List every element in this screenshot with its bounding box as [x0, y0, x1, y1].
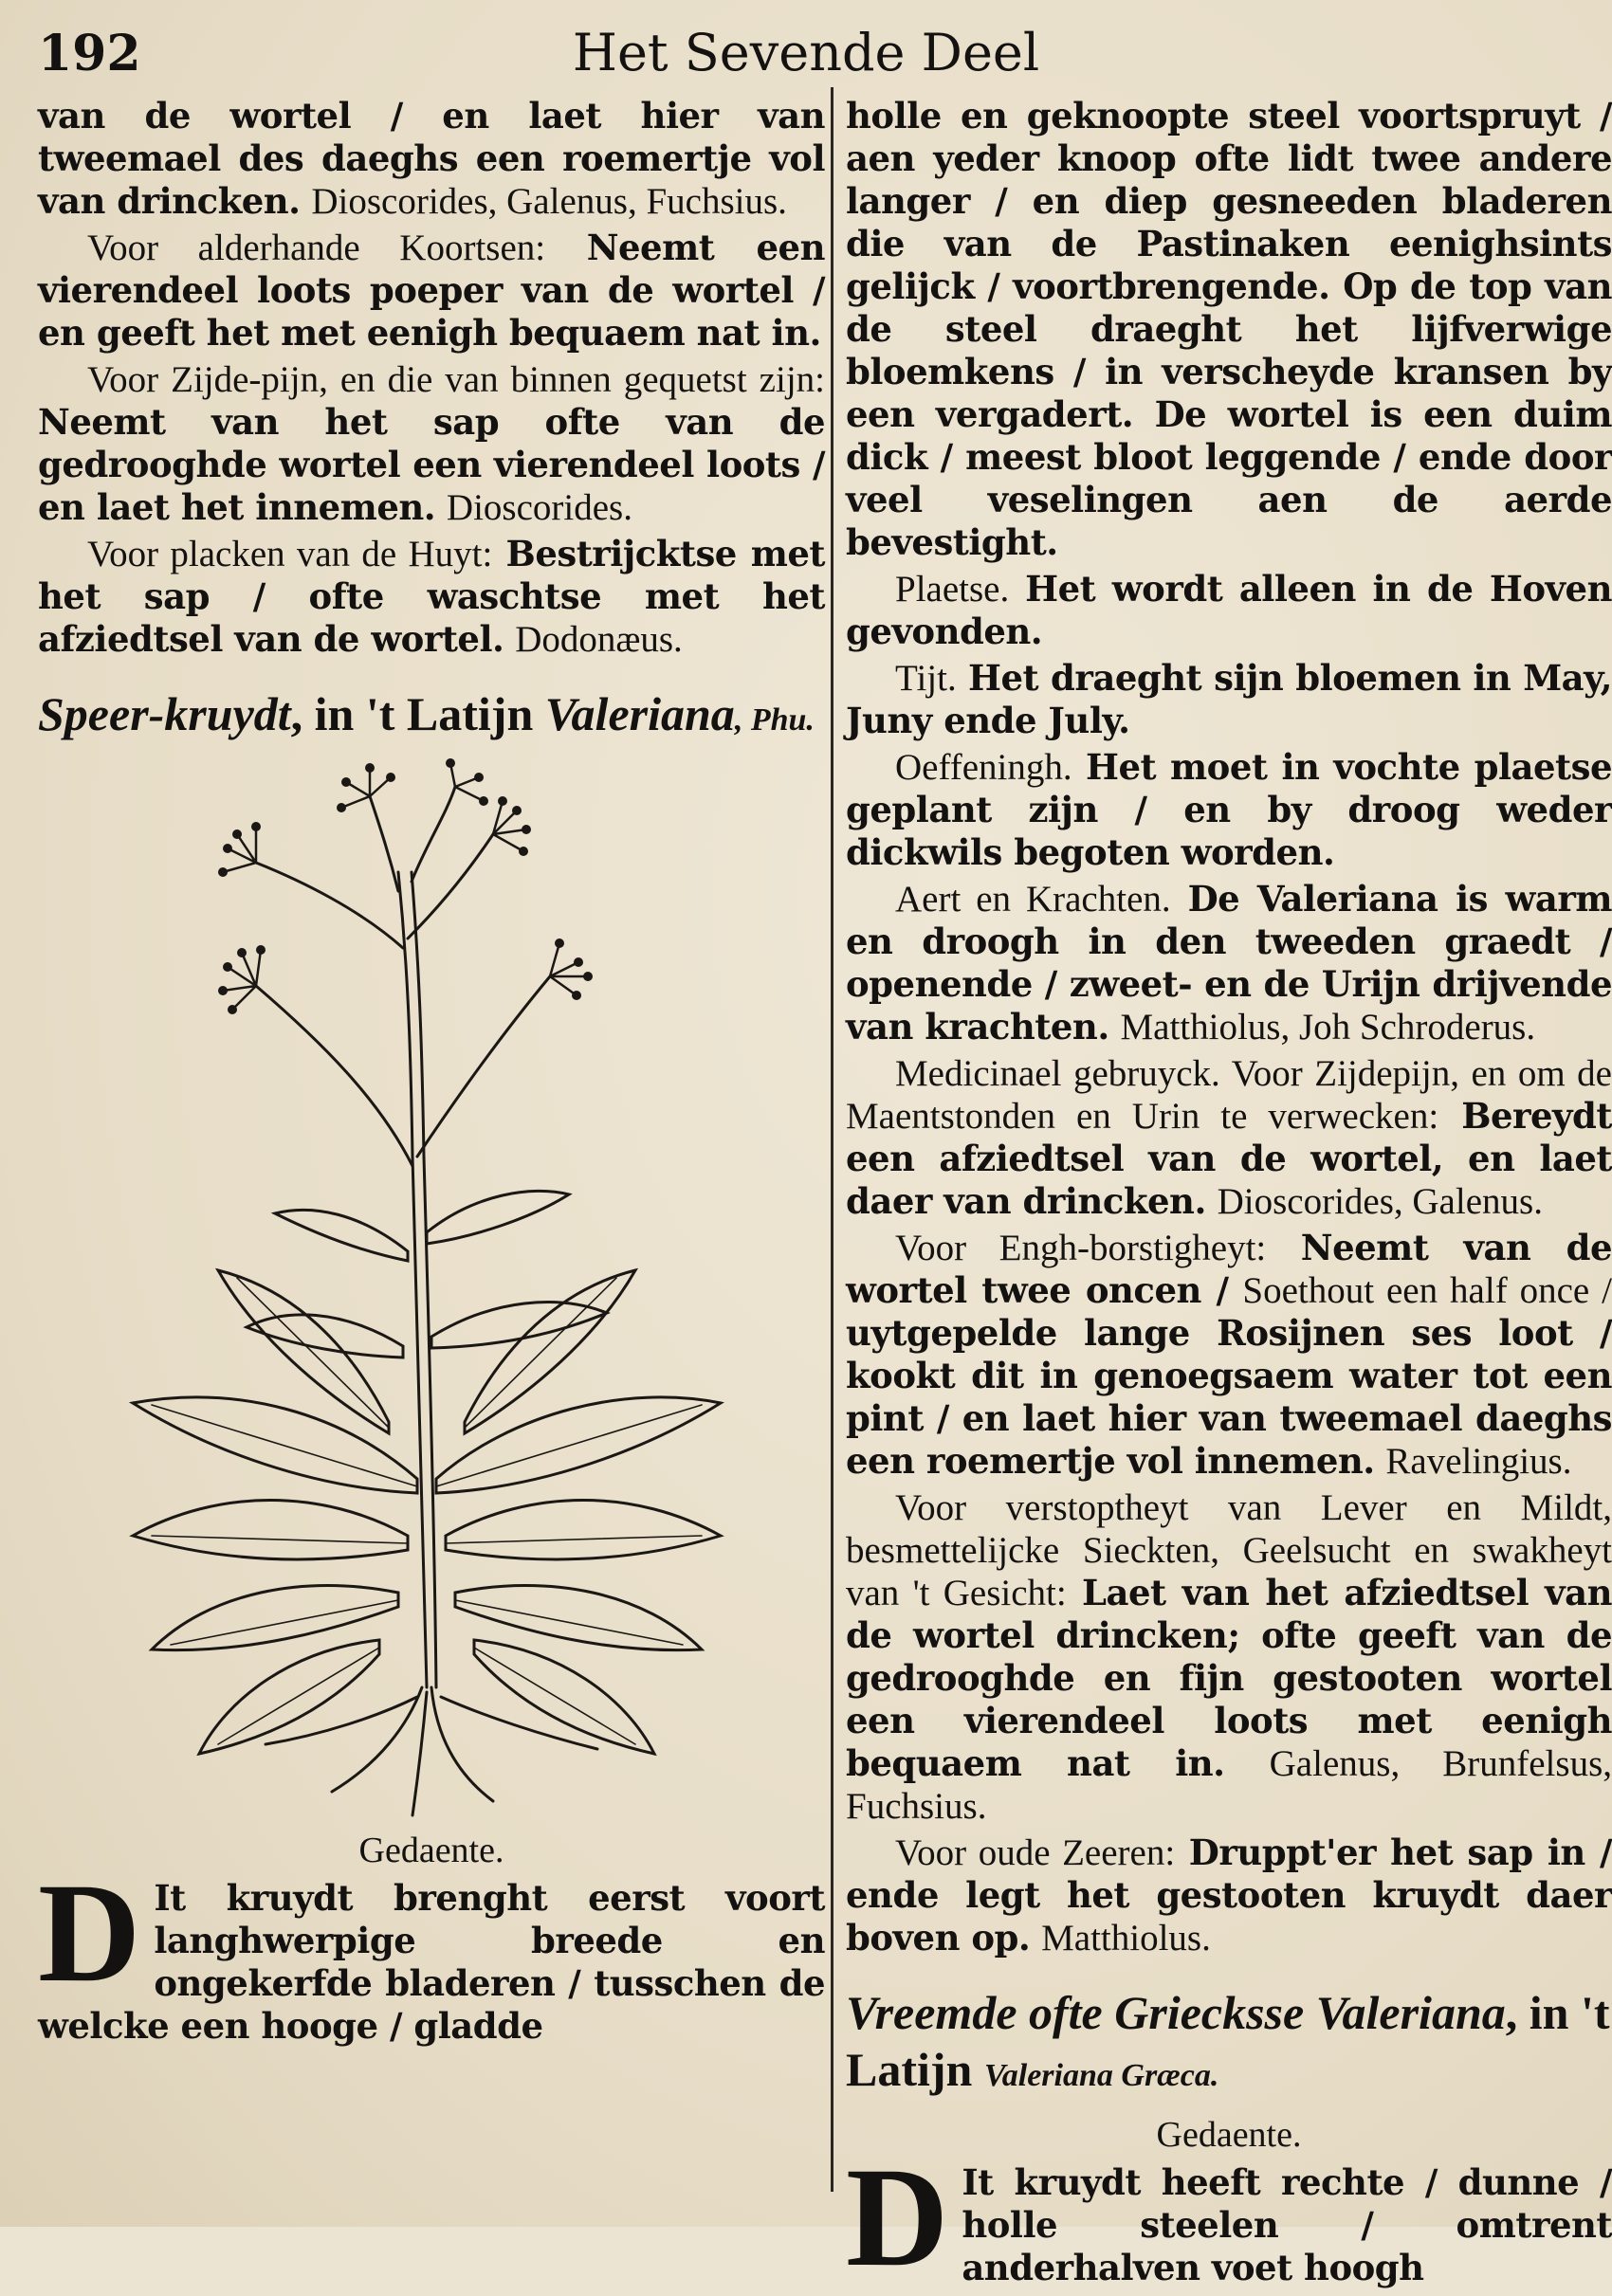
paragraph: D It kruydt heeft rechte / dunne / holle steelen / omtrent anderhalven voet hoogh	[846, 2139, 1612, 2296]
drop-cap: D	[846, 2139, 949, 2296]
valerian-woodcut-illustration	[95, 758, 759, 1820]
paragraph: Plaetse. Het wordt alleen in de Hoven gevonden.	[846, 568, 1612, 652]
paragraph: Voor Zijde-pijn, en die van binnen gequetst zijn: Neemt van het sap ofte van de gedrooghde wortel een vierendeel loots / en laet het innemen. Dioscorides.	[38, 359, 825, 528]
paragraph: Voor alderhande Koortsen: Neemt een vierendeel loots poeper van de wortel / en geeft het met eenigh bequaem nat in.	[38, 227, 825, 354]
page-header	[38, 17, 1574, 83]
paragraph: D It kruydt brenght eerst voort langhwerpige breede en ongekerfde bladeren / tusschen de welcke een hooge / gladde	[38, 1854, 825, 2047]
paragraph: holle en geknoopte steel voortspruyt / aen yeder knoop ofte lidt twee andere langer / en diep gesneeden bladeren die van de Pastinaken eenighsints gelijck / voortbrengende. Op de top van de steel draeght het lijfverwige bloemkens / in verscheyde kransen by een vergadert. De wortel is een duim dick / meest bloot leggende / ende door veel veselingen aen de aerde bevestight.	[846, 95, 1612, 563]
section-heading: Vreemde ofte Griecksse Valeriana, in 't Latijn Valeriana Græca.	[846, 1986, 1610, 2096]
paragraph: Oeffeningh. Het moet in vochte plaetse geplant zijn / en by droog weder dickwils begoten worden.	[846, 746, 1612, 873]
column-divider	[831, 87, 833, 2192]
left-column	[38, 95, 825, 2051]
figure-caption: Gedaente.	[358, 1831, 504, 1870]
paragraph: Voor verstoptheyt van Lever en Mildt, besmettelijcke Sieckten, Geelsucht en swakheyt van 't Gesicht: Laet van het afziedtsel van de wortel drincken; ofte geeft van de gedrooghde en fijn gestooten wortel een vierendeel loots met eenigh bequaem nat in. Galenus, Brunfelsus, Fuchsius.	[846, 1487, 1612, 1827]
running-title: Het Sevende Deel	[572, 23, 1040, 82]
drop-cap: D	[38, 1854, 141, 2012]
right-column	[846, 95, 1612, 2296]
figure-caption: Gedaente.	[1156, 2115, 1302, 2155]
paragraph: Tijt. Het draeght sijn bloemen in May, Juny ende July.	[846, 657, 1612, 741]
paragraph: Aert en Krachten. De Valeriana is warm en droogh in den tweeden graedt / openende / zweet- en de Urijn drijvende van krachten. Matthiolus, Joh Schroderus.	[846, 878, 1612, 1048]
paragraph: Voor placken van de Huyt: Bestrijcktse met het sap / ofte waschtse met het afziedtsel van de wortel. Dodonæus.	[38, 533, 825, 660]
paragraph: Voor Engh-borstigheyt: Neemt van de wortel twee oncen / Soethout een half once / uytgepelde lange Rosijnen ses loot / kookt dit in genoegsaem water tot een pint / en laet hier van tweemael daeghs een roemertje vol innemen. Ravelingius.	[846, 1227, 1612, 1482]
paragraph: van de wortel / en laet hier van tweemael des daeghs een roemertje vol van drincken. Dioscorides, Galenus, Fuchsius.	[38, 95, 825, 222]
page-number: 192	[38, 25, 141, 82]
paragraph: Medicinael gebruyck. Voor Zijdepijn, en om de Maentstonden en Urin te verwecken: Bereydt een afziedtsel van de wortel, en laet daer van drincken. Dioscorides, Galenus.	[846, 1053, 1612, 1222]
section-heading: Speer-kruydt, in 't Latijn Valeriana, Phu.	[38, 687, 815, 740]
paragraph: Voor oude Zeeren: Druppt'er het sap in / ende legt het gestooten kruydt daer boven op. Matthiolus.	[846, 1831, 1612, 1959]
